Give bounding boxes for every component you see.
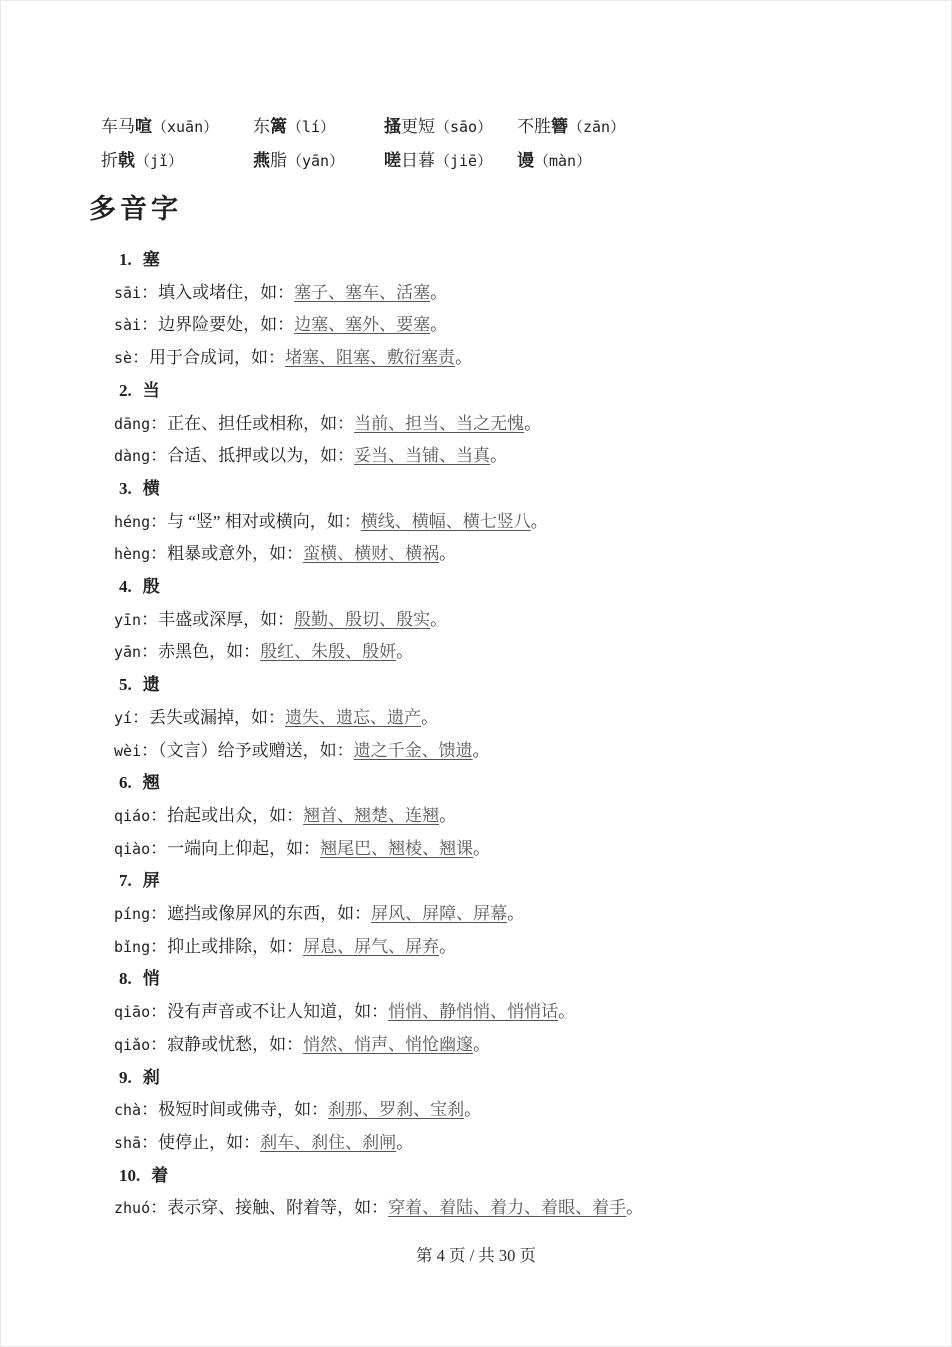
definition-text: ：极短时间或佛寺，如：: [141, 1100, 329, 1120]
pinyin: yí: [114, 708, 133, 727]
pinyin: yīn: [114, 610, 142, 629]
definition-text: ：使停止，如：: [141, 1132, 261, 1152]
period: 。: [490, 446, 508, 466]
pronunciation-line: [114, 898, 643, 931]
item-character: 横: [142, 478, 160, 498]
example-words: 刹车、刹住、刹闸: [260, 1132, 397, 1152]
vocab-word: 燕: [253, 151, 270, 170]
vocab-grid: [101, 110, 625, 178]
item-character: 翘: [142, 773, 160, 793]
pinyin: sè: [114, 349, 133, 368]
vocab-pinyin: （jǐ）: [135, 152, 184, 170]
vocab-pinyin: （jiē）: [435, 152, 493, 170]
vocab-entry: [253, 110, 384, 144]
definition-text: ：用于合成词，如：: [132, 348, 286, 368]
period: 。: [507, 904, 525, 924]
pronunciation-line: [114, 538, 643, 571]
pinyin: qiáo: [114, 806, 151, 825]
vocab-pinyin: （sāo）: [435, 118, 493, 136]
vocab-pinyin: （yān）: [287, 152, 345, 170]
item-character: 屏: [142, 871, 160, 891]
example-words: 遗失、遗忘、遗产: [285, 707, 422, 727]
pinyin: hèng: [114, 545, 151, 564]
pinyin: dāng: [114, 414, 151, 433]
period: 。: [430, 609, 448, 629]
definition-text: ：丰盛或深厚，如：: [141, 609, 295, 629]
vocab-entry: [253, 144, 384, 178]
example-words: 刹那、罗刹、宝刹: [328, 1100, 465, 1120]
vocab-word: 篱: [270, 117, 287, 136]
vocab-word: 戟: [118, 151, 135, 170]
pronunciation-line: [114, 931, 643, 964]
item-character: 悄: [142, 969, 160, 989]
pronunciation-line: [114, 735, 643, 768]
vocab-entry: [384, 144, 517, 178]
example-words: 堵塞、阻塞、敷衍塞责: [285, 348, 456, 368]
vocab-word: 谩: [517, 151, 534, 170]
vocab-entry: [101, 110, 253, 144]
definition-text: ：一端向上仰起，如：: [150, 838, 321, 858]
vocab-word: 不胜: [517, 117, 551, 136]
definition-text: ：合适、抵押或以为，如：: [150, 446, 355, 466]
pronunciation-line: [114, 506, 643, 539]
vocab-entry: [517, 110, 625, 144]
vocab-pinyin: （xuān）: [152, 118, 219, 136]
pronunciation-line: [114, 833, 643, 866]
section-title: 多音字: [89, 194, 182, 224]
pronunciation-line: [114, 604, 643, 637]
pinyin: bǐng: [114, 937, 151, 956]
item-number: 7.: [119, 871, 132, 891]
period: 。: [472, 740, 490, 760]
vocab-word: 更短: [401, 117, 435, 136]
vocab-word: 搔: [384, 117, 401, 136]
vocab-word: 折: [101, 151, 118, 170]
item-character: 刹: [142, 1067, 160, 1087]
vocab-entry: [384, 110, 517, 144]
definition-text: ：遮挡或像屏风的东西，如：: [150, 904, 372, 924]
pronunciation-line: [114, 277, 643, 310]
item-number: 5.: [119, 675, 132, 695]
period: 。: [430, 315, 448, 335]
vocab-entry: [517, 144, 625, 178]
period: 。: [473, 1034, 491, 1054]
period: 。: [439, 805, 457, 825]
period: 。: [396, 642, 414, 662]
item-character: 殷: [142, 577, 160, 597]
item-number: 2.: [119, 380, 132, 400]
pronunciation-line: [114, 309, 643, 342]
pinyin: dàng: [114, 447, 151, 466]
pronunciation-line: [114, 1192, 643, 1225]
definition-text: ：正在、担任或相称，如：: [150, 413, 355, 433]
definition-text: ：丢失或漏掉，如：: [132, 707, 286, 727]
pronunciation-line: [114, 702, 643, 735]
pinyin: yān: [114, 643, 142, 662]
item-number: 1.: [119, 250, 132, 269]
item-character: 着: [151, 1165, 169, 1185]
example-words: 蛮横、横财、横祸: [303, 544, 440, 564]
definition-text: ：表示穿、接触、附着等，如：: [150, 1198, 389, 1218]
pronunciation-line: [114, 1029, 643, 1062]
vocab-pinyin: （màn）: [534, 152, 592, 170]
definition-text: ：（文言）给予或赠送，如：: [141, 740, 354, 760]
item-number: 8.: [119, 969, 132, 989]
definition-text: ：填入或堵住，如：: [141, 282, 295, 302]
period: 。: [439, 936, 457, 956]
example-words: 穿着、着陆、着力、着眼、着手: [388, 1198, 627, 1218]
item-character: 遗: [142, 675, 160, 695]
definition-text: ：赤黑色，如：: [141, 642, 261, 662]
item-heading: [114, 669, 643, 702]
vocab-entry: [101, 144, 253, 178]
definition-text: ：寂静或忧愁，如：: [150, 1034, 304, 1054]
definition-text: ：边界险要处，如：: [141, 315, 295, 335]
vocab-word: 东: [253, 117, 270, 136]
example-words: 翘尾巴、翘棱、翘课: [320, 838, 474, 858]
period: 。: [530, 511, 548, 531]
item-character: 当: [142, 380, 160, 400]
pinyin: sài: [114, 316, 142, 335]
definition-text: ：抬起或出众，如：: [150, 805, 304, 825]
period: 。: [558, 1002, 576, 1022]
pronunciation-line: [114, 1127, 643, 1160]
pinyin: qiāo: [114, 1003, 151, 1022]
period: 。: [455, 348, 473, 368]
period: 。: [464, 1100, 482, 1120]
example-words: 横线、横幅、横七竖八: [360, 511, 531, 531]
polyphone-list: [114, 244, 643, 1225]
period: 。: [439, 544, 457, 564]
vocab-pinyin: （zān）: [568, 118, 626, 136]
vocab-word: 簪: [551, 117, 568, 136]
item-heading: [114, 571, 643, 604]
item-heading: [114, 375, 643, 408]
pinyin: sāi: [114, 283, 142, 302]
page-number: 第 4 页 / 共 30 页: [415, 1246, 537, 1265]
pronunciation-line: [114, 800, 643, 833]
vocab-word: 车马: [101, 117, 135, 136]
vocab-word: 日暮: [401, 151, 435, 170]
example-words: 殷勤、殷切、殷实: [294, 609, 431, 629]
period: 。: [430, 282, 448, 302]
pronunciation-line: [114, 408, 643, 441]
pronunciation-line: [114, 636, 643, 669]
example-words: 屏息、屏气、屏弃: [303, 936, 440, 956]
item-number: 3.: [119, 478, 132, 498]
pronunciation-line: [114, 342, 643, 375]
definition-text: ：与 “竖” 相对或横向，如：: [150, 511, 361, 531]
definition-text: ：抑止或排除，如：: [150, 936, 304, 956]
vocab-word: 脂: [270, 151, 287, 170]
pronunciation-line: [114, 1094, 643, 1127]
pinyin: qiào: [114, 839, 151, 858]
item-number: 10.: [119, 1165, 141, 1185]
example-words: 悄然、悄声、悄怆幽邃: [303, 1034, 474, 1054]
item-heading: [114, 473, 643, 506]
pinyin: shā: [114, 1133, 142, 1152]
item-heading: [114, 244, 643, 277]
item-number: 4.: [119, 577, 132, 597]
example-words: 边塞、塞外、要塞: [294, 315, 431, 335]
pinyin: wèi: [114, 741, 142, 760]
example-words: 妥当、当铺、当真: [354, 446, 491, 466]
item-number: 9.: [119, 1067, 132, 1087]
pronunciation-line: [114, 996, 643, 1029]
item-heading: [114, 767, 643, 800]
period: 。: [626, 1198, 644, 1218]
pinyin: chà: [114, 1101, 142, 1120]
item-heading: [114, 1062, 643, 1095]
example-words: 塞子、塞车、活塞: [294, 282, 431, 302]
item-heading: [114, 1160, 643, 1193]
example-words: 屏风、屏障、屏幕: [371, 904, 508, 924]
example-words: 当前、担当、当之无愧: [354, 413, 525, 433]
item-number: 6.: [119, 773, 132, 793]
item-character: 塞: [142, 250, 160, 269]
vocab-word: 喧: [135, 117, 152, 136]
definition-text: ：粗暴或意外，如：: [150, 544, 304, 564]
period: 。: [421, 707, 439, 727]
pinyin: qiǎo: [114, 1035, 151, 1054]
example-words: 翘首、翘楚、连翘: [303, 805, 440, 825]
period: 。: [524, 413, 542, 433]
pinyin: zhuó: [114, 1199, 151, 1218]
vocab-word: 嗟: [384, 151, 401, 170]
period: 。: [473, 838, 491, 858]
item-heading: [114, 963, 643, 996]
example-words: 悄悄、静悄悄、悄悄话: [388, 1002, 559, 1022]
pinyin: píng: [114, 905, 151, 924]
example-words: 遗之千金、馈遗: [353, 740, 473, 760]
example-words: 殷红、朱殷、殷妍: [260, 642, 397, 662]
item-heading: [114, 865, 643, 898]
pinyin: héng: [114, 512, 151, 531]
pronunciation-line: [114, 440, 643, 473]
vocab-pinyin: （lí）: [287, 118, 336, 136]
period: 。: [396, 1132, 414, 1152]
definition-text: ：没有声音或不让人知道，如：: [150, 1002, 389, 1022]
